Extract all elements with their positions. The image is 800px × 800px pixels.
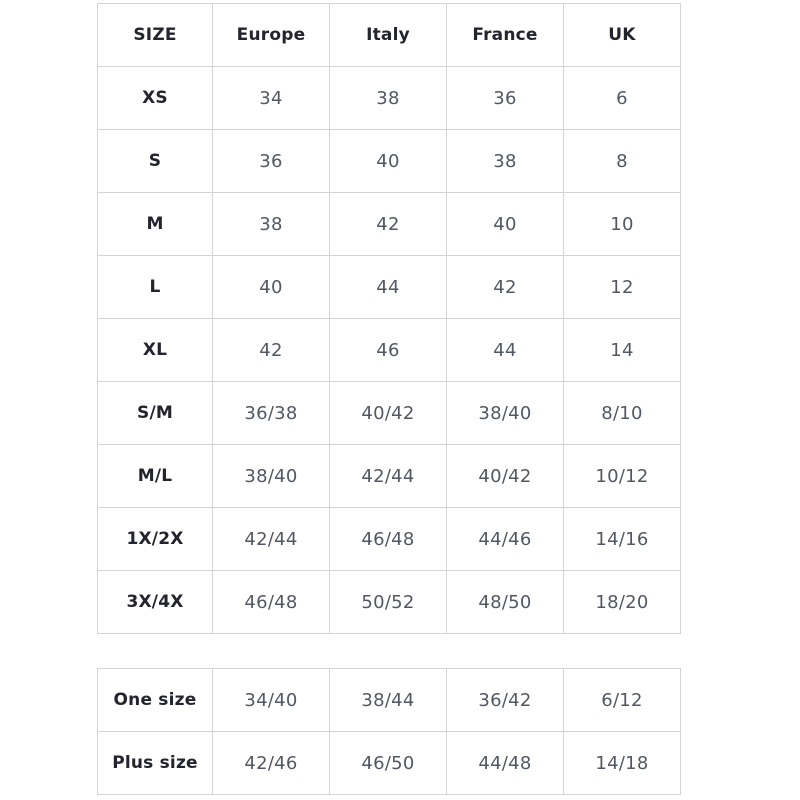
- size-value-uk: 6: [564, 67, 681, 130]
- size-value-europe: 34: [213, 67, 330, 130]
- size-value-europe: 34/40: [213, 669, 330, 732]
- size-value-uk: 8: [564, 130, 681, 193]
- table-row-plus-size: [98, 732, 681, 795]
- size-value-france: 44/46: [447, 508, 564, 571]
- size-label: S/M: [98, 382, 213, 445]
- size-value-uk: 14/16: [564, 508, 681, 571]
- header-size: SIZE: [98, 4, 213, 67]
- header-europe: Europe: [213, 4, 330, 67]
- table-row-s-m: [98, 382, 681, 445]
- size-label: One size: [98, 669, 213, 732]
- table-row-s: [98, 130, 681, 193]
- table-row-m-l: [98, 445, 681, 508]
- size-value-uk: 6/12: [564, 669, 681, 732]
- size-value-france: 38/40: [447, 382, 564, 445]
- size-value-europe: 36: [213, 130, 330, 193]
- table-row-1x-2x: [98, 508, 681, 571]
- size-label: Plus size: [98, 732, 213, 795]
- header-uk: UK: [564, 4, 681, 67]
- size-value-italy: 46/50: [330, 732, 447, 795]
- size-value-europe: 38/40: [213, 445, 330, 508]
- size-conversion-table: [97, 3, 681, 634]
- size-value-uk: 10/12: [564, 445, 681, 508]
- size-label: 1X/2X: [98, 508, 213, 571]
- table-row-l: [98, 256, 681, 319]
- table-row-xs: [98, 67, 681, 130]
- size-value-italy: 40/42: [330, 382, 447, 445]
- size-value-uk: 18/20: [564, 571, 681, 634]
- size-value-italy: 46: [330, 319, 447, 382]
- size-value-uk: 8/10: [564, 382, 681, 445]
- table-row-xl: [98, 319, 681, 382]
- size-value-europe: 38: [213, 193, 330, 256]
- size-label: XL: [98, 319, 213, 382]
- size-value-france: 48/50: [447, 571, 564, 634]
- size-value-uk: 14/18: [564, 732, 681, 795]
- size-label: S: [98, 130, 213, 193]
- header-italy: Italy: [330, 4, 447, 67]
- size-label: XS: [98, 67, 213, 130]
- size-value-france: 36: [447, 67, 564, 130]
- size-value-italy: 44: [330, 256, 447, 319]
- size-value-europe: 42/46: [213, 732, 330, 795]
- size-value-uk: 12: [564, 256, 681, 319]
- size-value-europe: 36/38: [213, 382, 330, 445]
- header-france: France: [447, 4, 564, 67]
- table-header-row: [98, 4, 681, 67]
- size-value-italy: 40: [330, 130, 447, 193]
- size-value-italy: 42: [330, 193, 447, 256]
- size-value-italy: 50/52: [330, 571, 447, 634]
- size-value-italy: 46/48: [330, 508, 447, 571]
- size-value-france: 44/48: [447, 732, 564, 795]
- size-value-italy: 38: [330, 67, 447, 130]
- size-value-europe: 42: [213, 319, 330, 382]
- size-value-france: 40/42: [447, 445, 564, 508]
- size-value-france: 40: [447, 193, 564, 256]
- table-row-m: [98, 193, 681, 256]
- size-label: M: [98, 193, 213, 256]
- size-value-uk: 14: [564, 319, 681, 382]
- table-row-one-size: [98, 669, 681, 732]
- size-value-europe: 46/48: [213, 571, 330, 634]
- size-value-uk: 10: [564, 193, 681, 256]
- size-value-europe: 42/44: [213, 508, 330, 571]
- size-label: L: [98, 256, 213, 319]
- size-value-france: 44: [447, 319, 564, 382]
- size-value-italy: 42/44: [330, 445, 447, 508]
- table-row-3x-4x: [98, 571, 681, 634]
- size-value-france: 36/42: [447, 669, 564, 732]
- size-label: M/L: [98, 445, 213, 508]
- size-value-france: 38: [447, 130, 564, 193]
- size-value-france: 42: [447, 256, 564, 319]
- size-value-europe: 40: [213, 256, 330, 319]
- special-sizes-table: [97, 668, 681, 795]
- size-value-italy: 38/44: [330, 669, 447, 732]
- size-label: 3X/4X: [98, 571, 213, 634]
